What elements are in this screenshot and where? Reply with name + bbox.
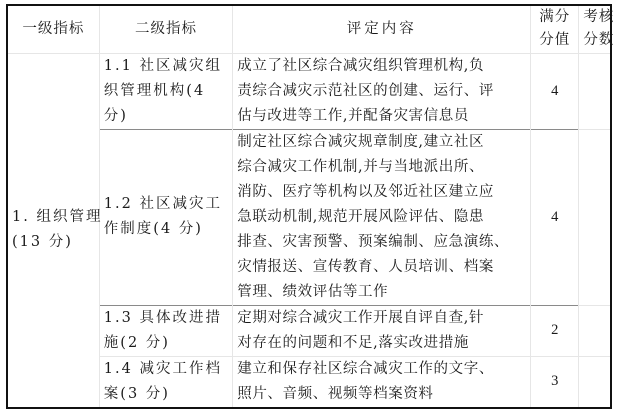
evaluation-content: 成立了社区综合减灾组织管理机构,负 责综合减灾示范社区的创建、运行、评 估与改进等工作,并配备灾害信息员 — [233, 53, 531, 129]
header-row — [7, 5, 611, 53]
full-score: 2 — [531, 305, 579, 356]
full-score: 4 — [531, 53, 579, 129]
evaluation-table — [6, 4, 615, 409]
header-assessed-score: 考核 分数 — [579, 5, 611, 53]
level2-indicator: 1.4 减灾工作档 案(3 分) — [99, 356, 232, 408]
evaluation-content: 建立和保存社区综合减灾工作的文字、 照片、音频、视频等档案资料 — [233, 356, 531, 408]
header-level1: 一级指标 — [7, 5, 99, 53]
header-full-score: 满分 分值 — [531, 5, 579, 53]
evaluation-content: 制定社区综合减灾规章制度,建立社区 综合减灾工作机制,并与当地派出所、 消防、医疗等机构以及邻近社区建立应 急联动机制,规范开展风险评估、隐患 排查、灾害预警、预案编制、应急演练、 灾情报送、宣传教育、人员培训、档案 管理、绩效评估等工作 — [233, 129, 531, 305]
header-content: 评定内容 — [233, 5, 531, 53]
header-level2: 二级指标 — [99, 5, 232, 53]
level2-indicator: 1.3 具体改进措 施(2 分) — [99, 305, 232, 356]
assessed-score-cell[interactable] — [579, 356, 611, 408]
level2-indicator: 1.1 社区减灾组 织管理机构(4 分) — [99, 53, 232, 129]
full-score: 4 — [531, 129, 579, 305]
evaluation-table-container — [6, 4, 615, 402]
full-score: 3 — [531, 356, 579, 408]
level1-indicator: 1. 组织管理 (13 分) — [7, 53, 99, 408]
evaluation-content: 定期对综合减灾工作开展自评自查,针 对存在的问题和不足,落实改进措施 — [233, 305, 531, 356]
table-row — [7, 53, 611, 129]
assessed-score-cell[interactable] — [579, 53, 611, 129]
assessed-score-cell[interactable] — [579, 129, 611, 305]
level2-indicator: 1.2 社区减灾工 作制度(4 分) — [99, 129, 232, 305]
assessed-score-cell[interactable] — [579, 305, 611, 356]
